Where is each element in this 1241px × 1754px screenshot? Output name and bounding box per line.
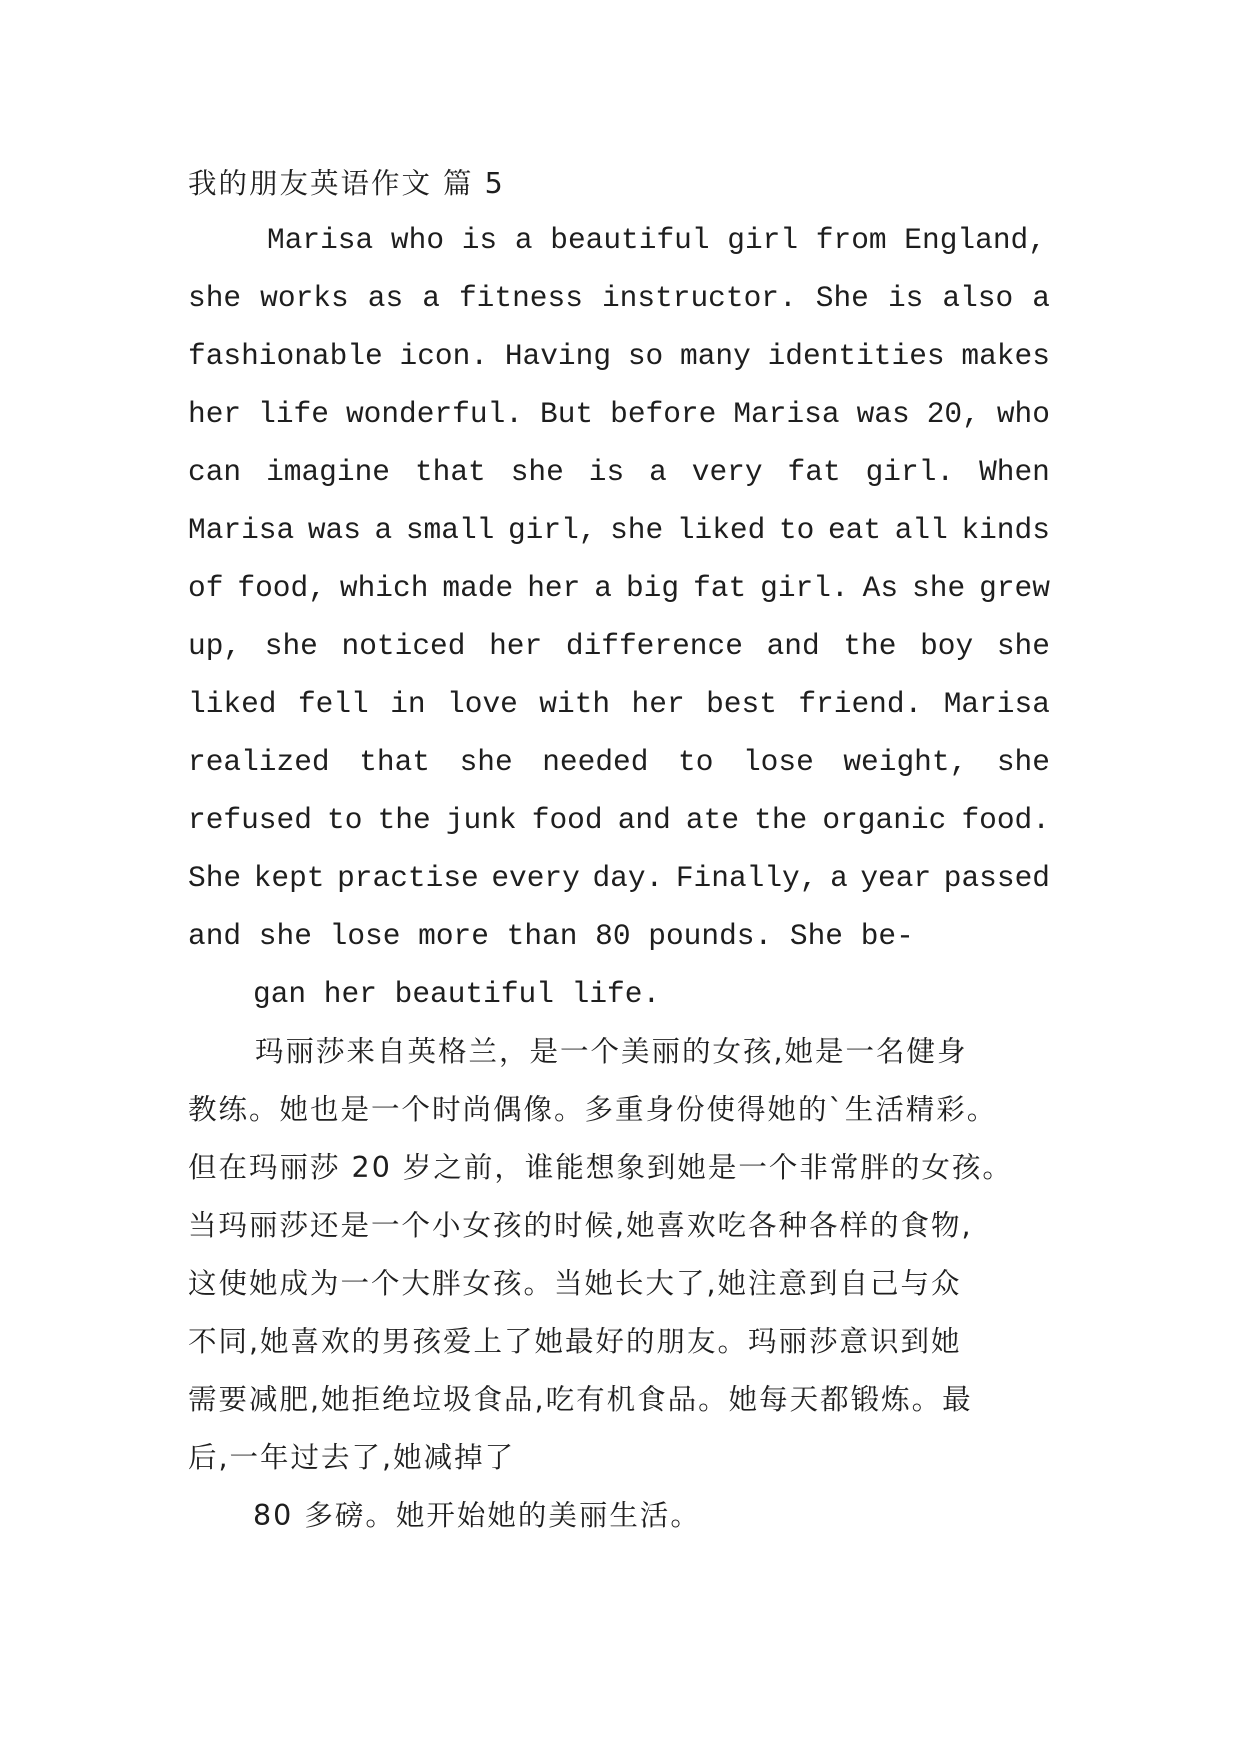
- word: realized: [188, 745, 330, 779]
- word: up,: [188, 629, 242, 663]
- word: she: [912, 571, 966, 605]
- word: refused: [188, 803, 312, 837]
- word: noticed: [341, 629, 466, 663]
- chinese-line-6: 不同,她喜欢的男孩爱上了她最好的朋友。玛丽莎意识到她: [188, 1325, 962, 1358]
- word: works: [260, 281, 349, 315]
- word: Marisa: [733, 397, 840, 431]
- word: to: [678, 745, 714, 779]
- word: As: [862, 571, 899, 605]
- word: ate: [685, 803, 740, 837]
- word: wonderful.: [345, 397, 523, 431]
- word: as: [367, 281, 404, 315]
- word: fashionable: [188, 339, 383, 373]
- word: girl.: [760, 571, 849, 605]
- word: many: [680, 339, 751, 373]
- english-line-6: [188, 510, 1050, 550]
- word: very: [691, 455, 763, 489]
- word: weight,: [843, 745, 968, 779]
- word: and: [766, 629, 820, 663]
- word: liked: [188, 687, 277, 721]
- word: also: [942, 281, 1014, 315]
- english-line-3: [188, 336, 1050, 376]
- word: kept: [253, 861, 325, 895]
- word: and: [617, 803, 671, 837]
- word: best: [706, 687, 777, 721]
- word: organic: [822, 803, 947, 837]
- word: fell: [297, 687, 369, 721]
- word: identities: [767, 339, 945, 373]
- word: a: [374, 513, 393, 547]
- chinese-line-4: 当玛丽莎还是一个小女孩的时候,她喜欢吃各种各样的食物,: [188, 1209, 973, 1242]
- word: life: [258, 397, 329, 431]
- word: She: [188, 861, 242, 895]
- word: all: [894, 513, 948, 547]
- word: the: [843, 629, 897, 663]
- word: before: [610, 397, 717, 431]
- word: she: [996, 629, 1050, 663]
- word: eat: [827, 513, 882, 547]
- word: junk: [445, 803, 517, 837]
- word: that: [359, 745, 430, 779]
- document-title: 我的朋友英语作文 篇 5: [188, 167, 505, 200]
- word: a: [649, 455, 667, 489]
- word: a: [830, 861, 848, 895]
- word: a: [1032, 281, 1050, 315]
- word: day.: [592, 861, 664, 895]
- word: that: [414, 455, 486, 489]
- word: boy: [920, 629, 974, 663]
- word: the: [754, 803, 808, 837]
- word: is: [588, 455, 625, 489]
- word: she: [510, 455, 564, 489]
- english-line-4: [188, 394, 1050, 434]
- chinese-line-8: 后,一年过去了,她减掉了: [188, 1441, 516, 1474]
- chinese-line-3: 但在玛丽莎 20 岁之前，谁能想象到她是一个非常胖的女孩。: [188, 1151, 1013, 1184]
- word: instructor.: [601, 281, 797, 315]
- word: she: [459, 745, 513, 779]
- word: who: [996, 397, 1050, 431]
- word: her: [631, 687, 685, 721]
- word: is: [887, 281, 924, 315]
- english-line-13: and she lose more than 80 pounds. She be-: [188, 919, 914, 953]
- english-line-9: [188, 684, 1050, 724]
- word: made: [442, 571, 514, 605]
- word: She: [815, 281, 869, 315]
- chinese-line-2: 教练。她也是一个时尚偶像。多重身份使得她的`生活精彩。: [188, 1093, 998, 1126]
- word: year: [860, 861, 932, 895]
- word: fitness: [458, 281, 583, 315]
- word: her: [527, 571, 581, 605]
- english-line-14: gan her beautiful life.: [253, 977, 661, 1011]
- chinese-line-5: 这使她成为一个大胖女孩。当她长大了,她注意到自己与众: [188, 1267, 962, 1300]
- word: Marisa: [188, 513, 295, 547]
- word: girl,: [507, 513, 597, 547]
- word: to: [778, 513, 815, 547]
- word: in: [390, 687, 426, 721]
- word: needed: [542, 745, 649, 779]
- word: can: [188, 455, 242, 489]
- word: was: [307, 513, 361, 547]
- word: love: [447, 687, 518, 721]
- word: kinds: [961, 513, 1050, 547]
- word: food.: [961, 803, 1050, 837]
- word: of: [188, 571, 224, 605]
- word: girl.: [865, 455, 955, 489]
- word: liked: [676, 513, 766, 547]
- word: friend.: [798, 687, 923, 721]
- word: Marisa: [943, 687, 1050, 721]
- english-line-11: [188, 800, 1050, 840]
- word: fat: [787, 455, 841, 489]
- word: Having: [504, 339, 612, 373]
- word: a: [422, 281, 440, 315]
- word: she: [610, 513, 664, 547]
- word: with: [539, 687, 611, 721]
- english-line-1: Marisa who is a beautiful girl from England,: [267, 223, 1046, 257]
- english-line-2: [188, 278, 1050, 318]
- english-line-8: [188, 626, 1050, 666]
- word: so: [627, 339, 664, 373]
- word: Finally,: [675, 861, 818, 895]
- english-line-7: [188, 568, 1050, 608]
- word: every: [491, 861, 580, 895]
- word: fat: [693, 571, 747, 605]
- word: the: [377, 803, 431, 837]
- word: a: [594, 571, 612, 605]
- word: food: [531, 803, 603, 837]
- chinese-line-7: 需要减肥,她拒绝垃圾食品,吃有机食品。她每天都锻炼。最: [188, 1383, 973, 1416]
- word: small: [405, 513, 495, 547]
- word: grew: [979, 571, 1050, 605]
- word: big: [625, 571, 680, 605]
- word: was: [856, 397, 910, 431]
- word: passed: [943, 861, 1050, 895]
- word: to: [327, 803, 363, 837]
- word: When: [979, 455, 1050, 489]
- english-line-12: [188, 858, 1050, 898]
- word: practise: [337, 861, 479, 895]
- word: lose: [742, 745, 814, 779]
- word: she: [996, 745, 1050, 779]
- word: she: [188, 281, 242, 315]
- word: difference: [565, 629, 743, 663]
- word: her: [489, 629, 543, 663]
- word: 20,: [926, 397, 980, 431]
- english-line-5: [188, 452, 1050, 492]
- chinese-line-9: 80 多磅。她开始她的美丽生活。: [253, 1499, 701, 1532]
- english-line-10: [188, 742, 1050, 782]
- word: she: [264, 629, 318, 663]
- word: which: [339, 571, 429, 605]
- word: icon.: [399, 339, 489, 373]
- word: But: [540, 397, 594, 431]
- word: her: [188, 397, 242, 431]
- word: imagine: [266, 455, 390, 489]
- word: food,: [237, 571, 326, 605]
- word: makes: [961, 339, 1050, 373]
- chinese-line-1: 玛丽莎来自英格兰，是一个美丽的女孩,她是一名健身: [255, 1035, 968, 1068]
